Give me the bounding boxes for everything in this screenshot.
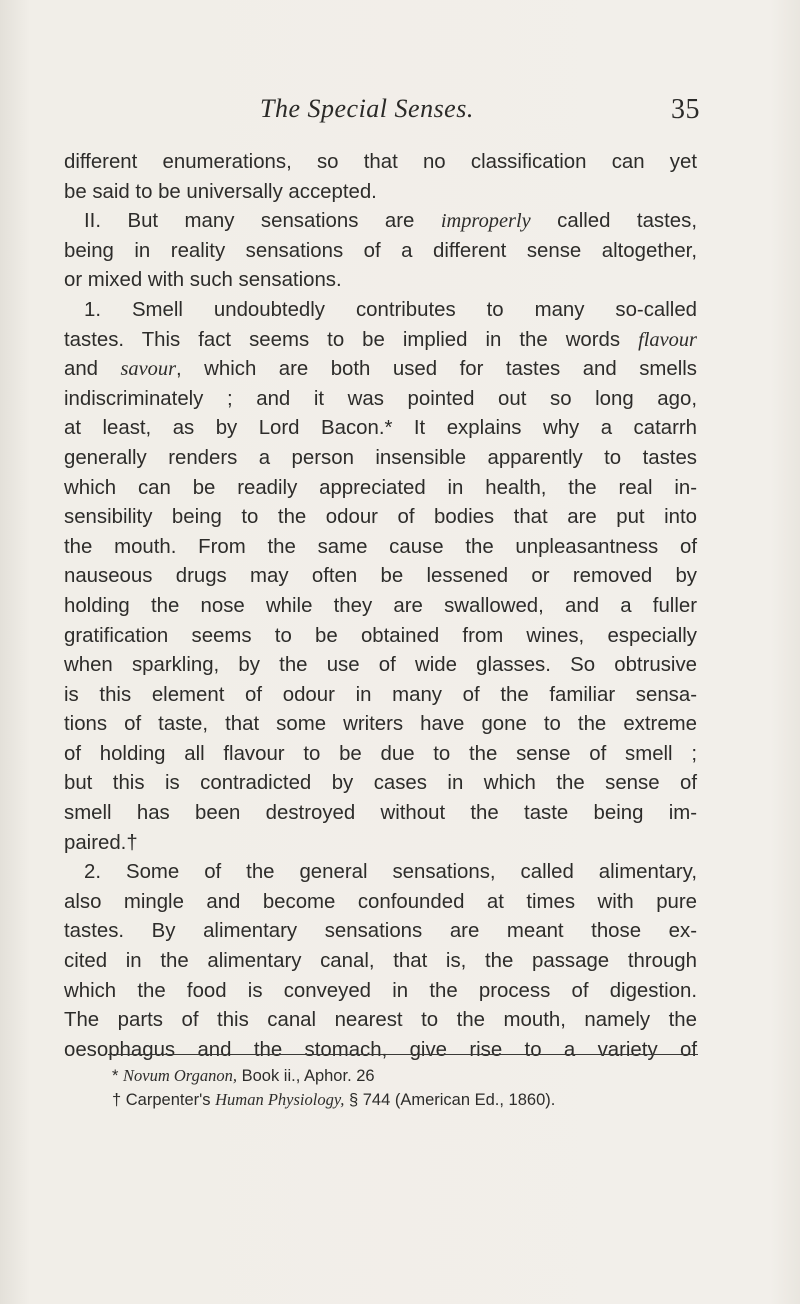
footnote-text: § 744 (American Ed., 1860). xyxy=(344,1091,556,1109)
text-span: tastes. This fact seems to be implied in the words xyxy=(64,328,639,351)
text-line: cited in the alimentary canal, that is, the passage through xyxy=(64,950,697,973)
emphasis-improperly: improperly xyxy=(440,210,531,233)
text-line: being in reality sensations of a different sense altogether, xyxy=(64,239,697,262)
footnote-divider xyxy=(108,1054,698,1055)
text-line: or mixed with such sensations. xyxy=(64,269,342,292)
text-span: , which are both used for tastes and smells xyxy=(176,358,697,381)
emphasis-savour: savour xyxy=(120,358,177,381)
text-span: and xyxy=(64,358,121,381)
running-title: The Special Senses. xyxy=(260,94,474,123)
text-line: 2. Some of the general sensations, called alimentary, xyxy=(84,861,697,884)
text-line: holding the nose while they are swallowed, and a fuller xyxy=(64,594,697,617)
text-line: paired.† xyxy=(64,831,138,854)
footnote-title: Novum Organon, xyxy=(123,1066,237,1085)
text-line xyxy=(64,326,697,356)
text-line: the mouth. From the same cause the unpleasantness of xyxy=(64,535,697,558)
footnote-mark: * xyxy=(112,1067,124,1085)
text-line: 1. Smell undoubtedly contributes to many so-called xyxy=(84,298,697,321)
footnotes xyxy=(112,1064,712,1112)
text-line: The parts of this canal nearest to the mouth, namely the xyxy=(64,1009,697,1032)
text-line: be said to be universally accepted. xyxy=(64,180,377,203)
text-line: indiscriminately ; and it was pointed out so long ago, xyxy=(64,387,697,410)
text-line: smell has been destroyed without the taste being im- xyxy=(64,802,697,825)
text-line: at least, as by Lord Bacon.* It explains why a catarrh xyxy=(64,417,697,440)
text-line: but this is contradicted by cases in which the sense of xyxy=(64,772,697,795)
text-line: different enumerations, so that no classification can yet xyxy=(64,151,697,173)
text-line: sensibility being to the odour of bodies that are put into xyxy=(64,506,697,529)
footnote-carpenter xyxy=(112,1088,712,1112)
text-line xyxy=(64,355,697,385)
footnote-mark: † Carpenter's xyxy=(112,1091,216,1109)
text-span: II. But many sensations are xyxy=(84,210,441,233)
text-span: called tastes, xyxy=(530,210,697,233)
paragraph-improperly-line xyxy=(64,207,697,237)
text-line: is this element of odour in many of the familiar sensa- xyxy=(64,683,697,706)
emphasis-flavour: flavour xyxy=(638,328,697,351)
footnote-text: Book ii., Aphor. 26 xyxy=(237,1067,375,1085)
footnote-bacon xyxy=(112,1064,712,1088)
text-line: oesophagus and the stomach, give rise to a variety of xyxy=(64,1038,697,1061)
text-line: of holding all flavour to be due to the sense of smell ; xyxy=(64,742,697,765)
body-text xyxy=(64,148,697,1065)
text-line: which can be readily appreciated in health, the real in- xyxy=(64,476,697,499)
footnote-title: Human Physiology, xyxy=(215,1090,345,1109)
text-line: also mingle and become confounded at times with pure xyxy=(64,890,697,913)
text-line: nauseous drugs may often be lessened or removed by xyxy=(64,565,697,588)
page-number: 35 xyxy=(671,94,700,125)
text-line: tions of taste, that some writers have gone to the extreme xyxy=(64,713,697,736)
text-line: which the food is conveyed in the process of digestion. xyxy=(64,979,697,1002)
text-line: generally renders a person insensible apparently to tastes xyxy=(64,446,697,469)
text-line: when sparkling, by the use of wide glasses. So obtrusive xyxy=(64,654,697,677)
running-header xyxy=(260,94,700,130)
text-line: tastes. By alimentary sensations are meant those ex- xyxy=(64,920,697,943)
text-line: gratification seems to be obtained from wines, especially xyxy=(64,624,697,647)
